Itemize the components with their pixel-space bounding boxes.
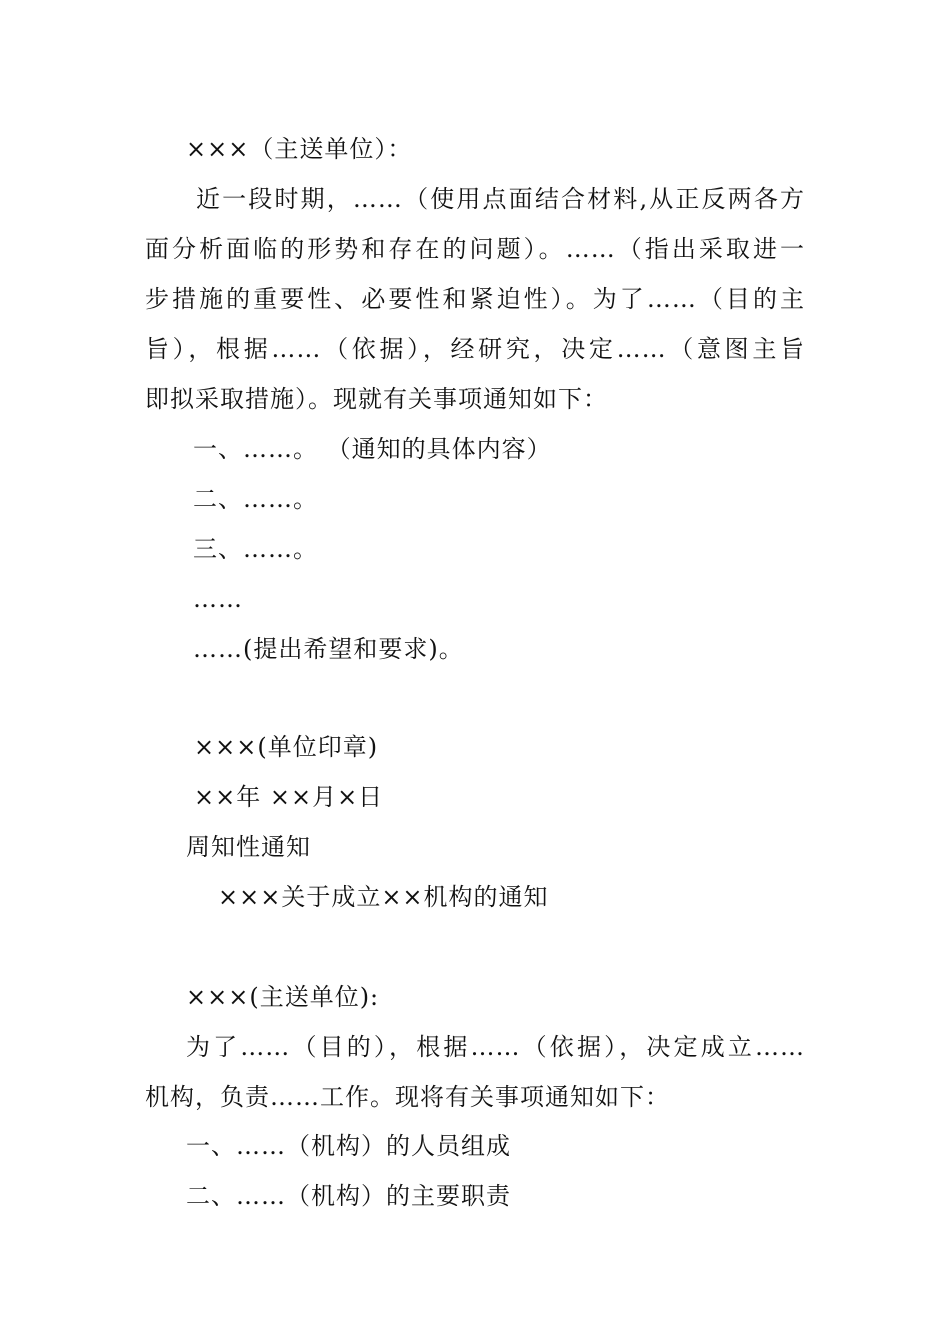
list-item: 二、……。 xyxy=(193,485,318,513)
list-item: …… xyxy=(193,585,243,613)
list-item: 二、……（机构）的主要职责 xyxy=(186,1182,511,1210)
list-item: 三、……。 xyxy=(193,535,318,563)
body-line: 步措施的重要性、必要性和紧迫性）。为了……（目的主 xyxy=(145,285,805,313)
list-item: ……(提出希望和要求)。 xyxy=(193,635,464,663)
salutation: ×××(主送单位): xyxy=(186,983,380,1011)
body-line: 机构，负责……工作。现将有关事项通知如下： xyxy=(145,1083,670,1111)
body-line: 旨），根据……（依据），经研究，决定……（意图主旨 xyxy=(145,335,805,363)
body-line: 即拟采取措施）。现就有关事项通知如下： xyxy=(145,385,608,413)
salutation: ×××（主送单位）： xyxy=(186,135,413,163)
list-item: 一、……。 （通知的具体内容） xyxy=(193,435,552,463)
body-line: 为了……（目的），根据……（依据），决定成立…… xyxy=(186,1033,805,1061)
body-line: 面分析面临的形势和存在的问题）。……（指出采取进一 xyxy=(145,235,805,263)
notice-title: ×××关于成立××机构的通知 xyxy=(218,883,549,911)
section-heading: 周知性通知 xyxy=(186,833,311,861)
signature: ×××(单位印章) xyxy=(194,733,379,761)
body-line: 近一段时期，……（使用点面结合材料,从正反两各方 xyxy=(196,185,805,213)
date: ××年 ××月×日 xyxy=(194,783,384,811)
list-item: 一、……（机构）的人员组成 xyxy=(186,1132,511,1160)
